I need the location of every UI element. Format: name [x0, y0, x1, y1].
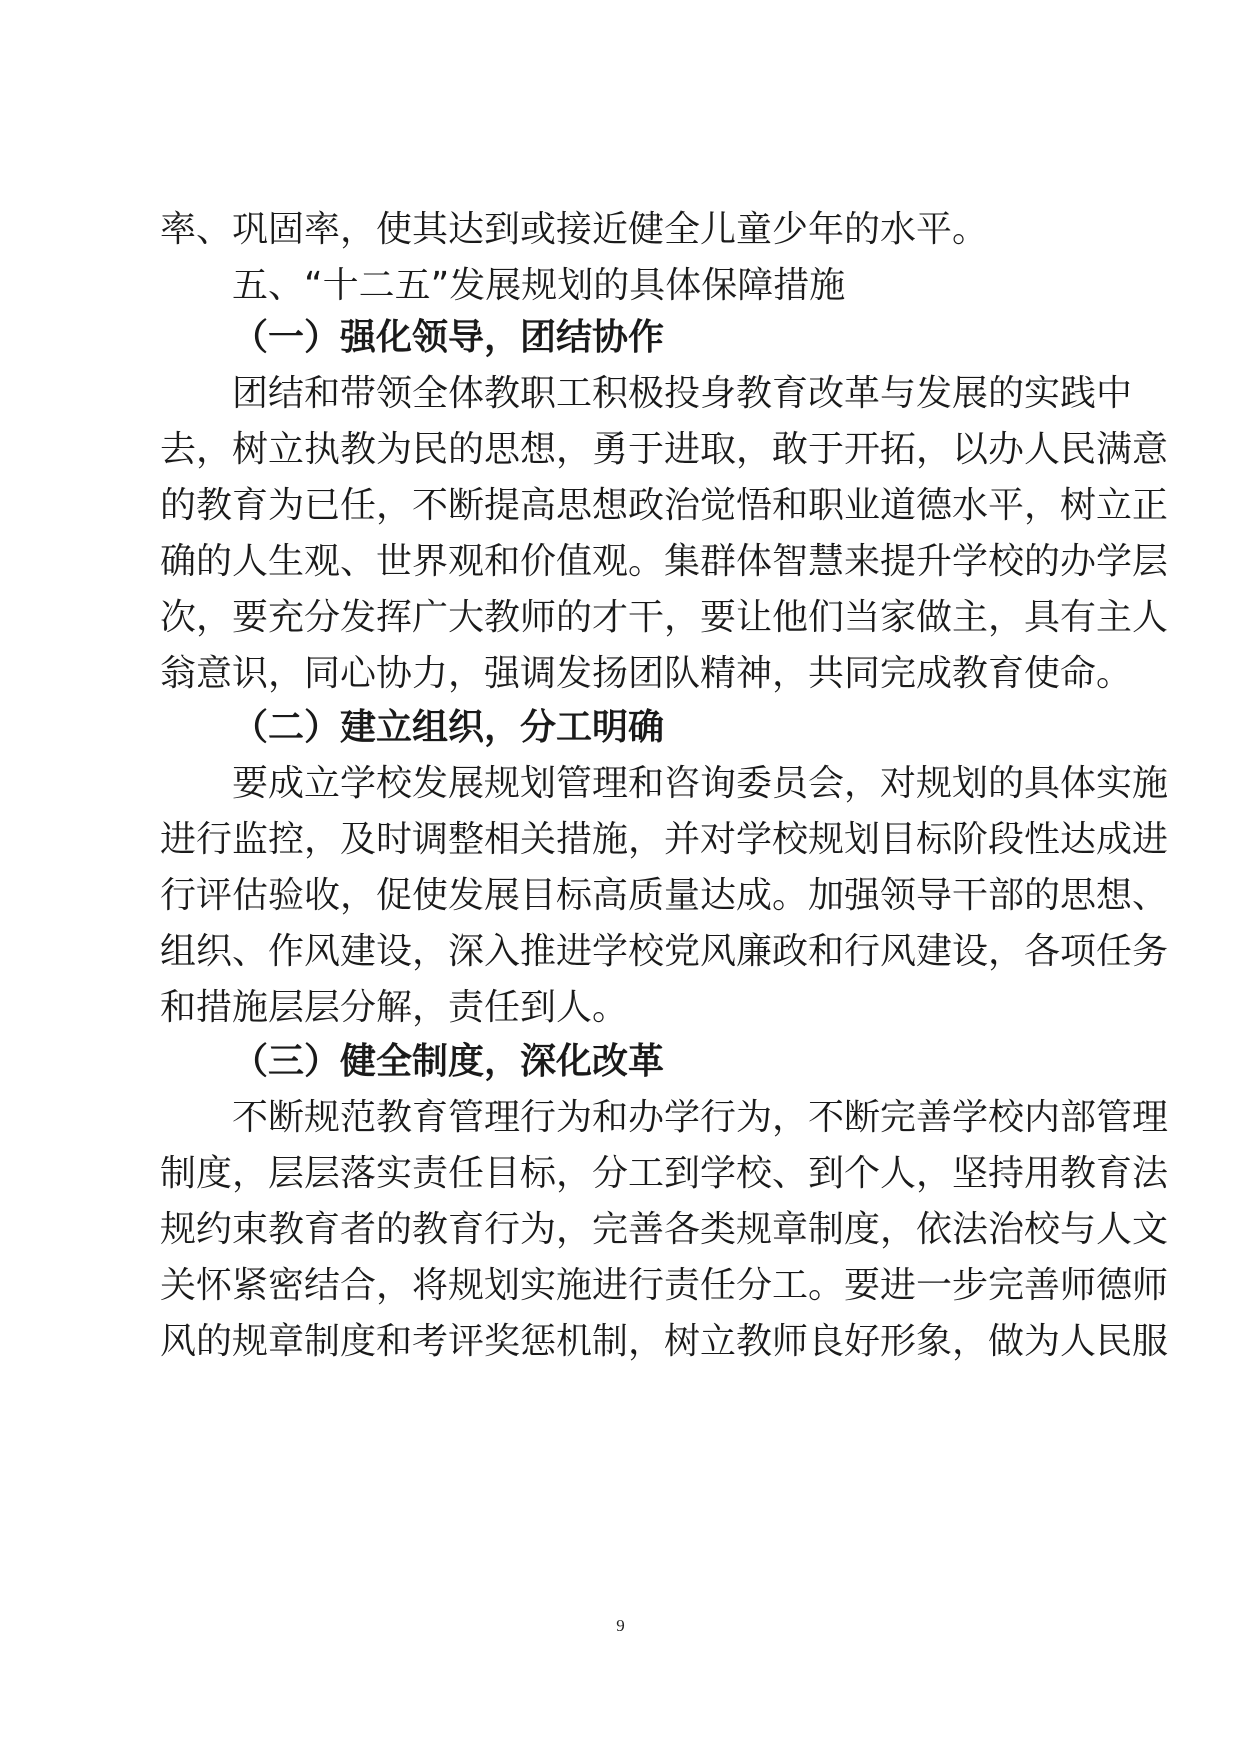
paragraph-line: 进行监控，及时调整相关措施，并对学校规划目标阶段性达成进 [160, 819, 1169, 860]
paragraph-line: 风的规章制度和考评奖惩机制，树立教师良好形象，做为人民服 [160, 1321, 1169, 1362]
paragraph-line: 要成立学校发展规划管理和咨询委员会，对规划的具体实施 [232, 763, 1169, 804]
paragraph-line: 规约束教育者的教育行为，完善各类规章制度，依法治校与人文 [160, 1209, 1169, 1250]
paragraph-line: 确的人生观、世界观和价值观。集群体智慧来提升学校的办学层 [160, 541, 1169, 582]
paragraph-line: 次，要充分发挥广大教师的才干，要让他们当家做主，具有主人 [160, 597, 1169, 638]
page-number: 9 [616, 1616, 625, 1635]
paragraph-line: 组织、作风建设，深入推进学校党风廉政和行风建设，各项任务 [160, 931, 1169, 972]
paragraph-line: 团结和带领全体教职工积极投身教育改革与发展的实践中 [232, 373, 1133, 414]
paragraph-line: 关怀紧密结合，将规划实施进行责任分工。要进一步完善师德师 [160, 1265, 1169, 1306]
paragraph-line: 去，树立执教为民的思想，勇于进取，敢于开拓，以办人民满意 [160, 429, 1169, 470]
paragraph-line: 翁意识，同心协力，强调发扬团队精神，共同完成教育使命。 [160, 653, 1133, 694]
paragraph-line: 行评估验收，促使发展目标高质量达成。加强领导干部的思想、 [160, 875, 1169, 916]
subsection-heading: （一）强化领导，团结协作 [232, 317, 665, 358]
paragraph-line: 率、巩固率，使其达到或接近健全儿童少年的水平。 [160, 209, 989, 250]
paragraph-line: 制度，层层落实责任目标，分工到学校、到个人，坚持用教育法 [160, 1153, 1169, 1194]
paragraph-line: 不断规范教育管理行为和办学行为，不断完善学校内部管理 [232, 1097, 1169, 1138]
section-heading: 五、“十二五”发展规划的具体保障措施 [232, 265, 846, 306]
paragraph-line: 和措施层层分解，责任到人。 [160, 987, 629, 1028]
subsection-heading: （二）建立组织，分工明确 [232, 707, 665, 748]
paragraph-line: 的教育为已任，不断提高思想政治觉悟和职业道德水平，树立正 [160, 485, 1169, 526]
subsection-heading: （三）健全制度，深化改革 [232, 1041, 665, 1082]
